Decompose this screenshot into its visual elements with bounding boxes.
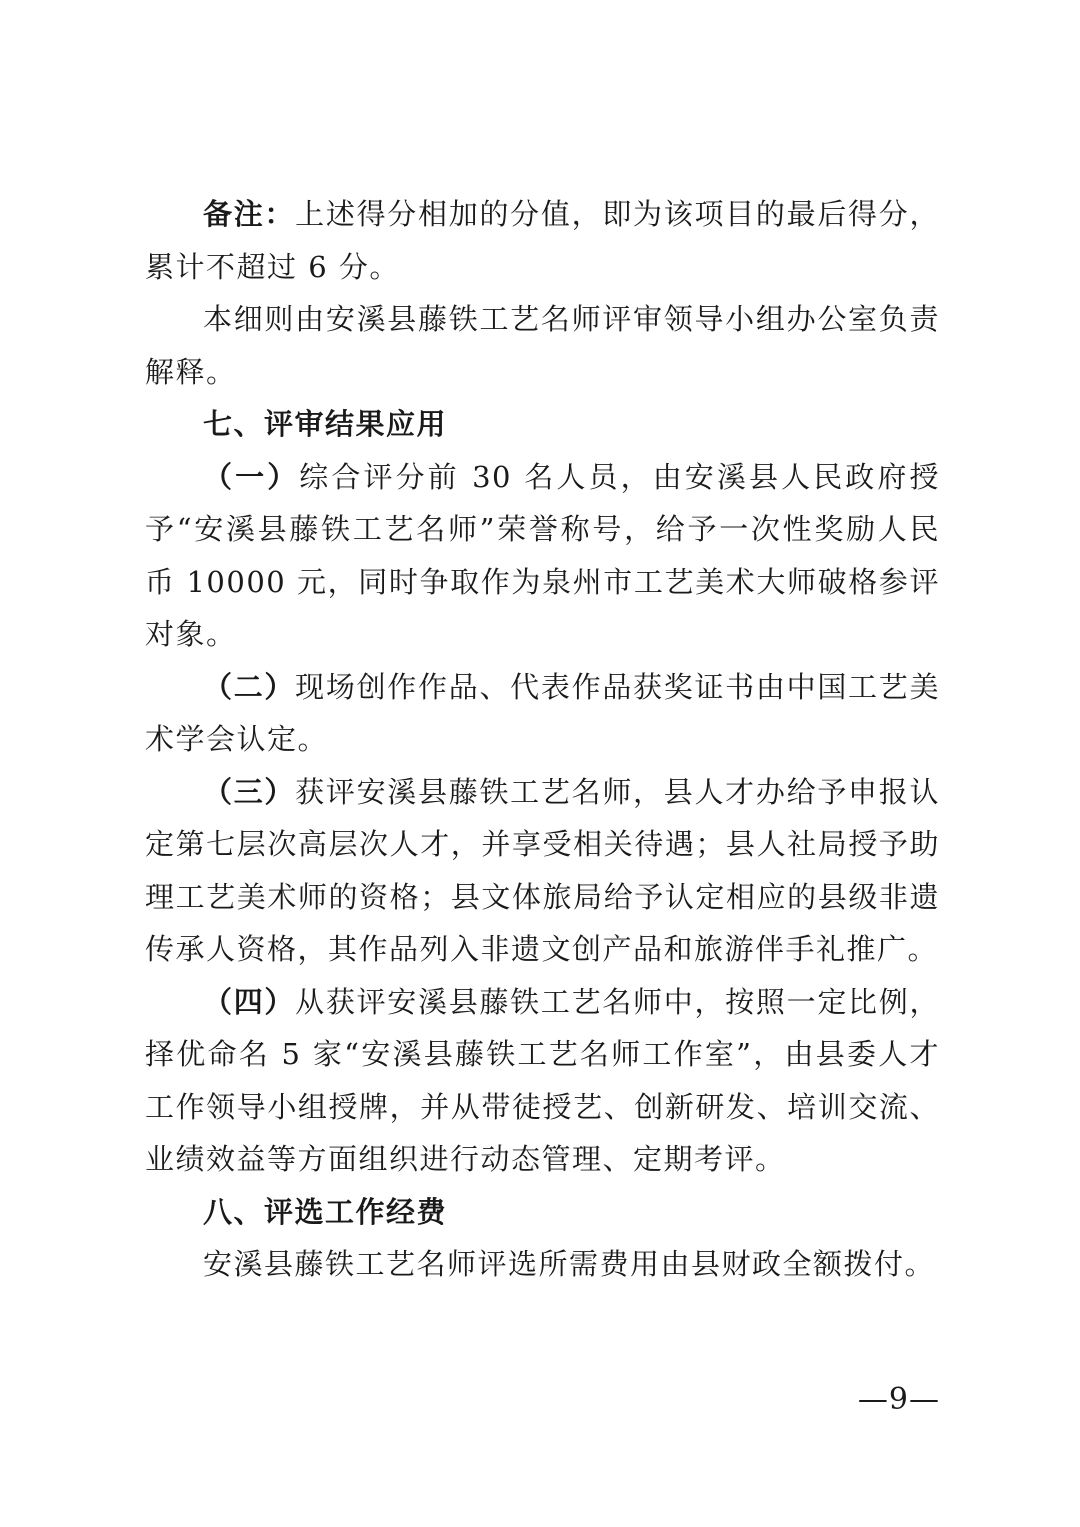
item-text: 现场创作作品、代表作品获奖证书由中国工艺美术学会认定。 bbox=[145, 669, 940, 756]
item-text: 综合评分前 30 名人员，由安溪县人民政府授予“安溪县藤铁工艺名师”荣誉称号，给予一次性奖励人民币 10000 元，同时争取作为泉州市工艺美术大师破格参评对象。 bbox=[145, 459, 940, 651]
item-label: （一） bbox=[203, 459, 300, 494]
note-paragraph bbox=[145, 188, 940, 293]
section-7-item-4 bbox=[145, 976, 940, 1186]
item-label: （四） bbox=[203, 984, 296, 1019]
page-number: —9— bbox=[857, 1382, 940, 1417]
section-8-heading: 八、评选工作经费 bbox=[203, 1194, 448, 1229]
section-8-paragraph: 安溪县藤铁工艺名师评选所需费用由县财政全额拨付。 bbox=[203, 1247, 936, 1281]
item-label: （二） bbox=[203, 669, 296, 704]
item-label: （三） bbox=[203, 774, 296, 809]
section-7-item-2 bbox=[145, 661, 940, 766]
section-7-item-1 bbox=[145, 451, 940, 661]
document-body bbox=[145, 188, 940, 1291]
note-label: 备注： bbox=[203, 197, 296, 231]
item-text: 获评安溪县藤铁工艺名师，县人才办给予申报认定第七层次高层次人才，并享受相关待遇；县人社局授予助理工艺美术师的资格；县文体旅局给予认定相应的县级非遗传承人资格，其作品列入非遗文创产品和旅游伴手礼推广。 bbox=[145, 774, 940, 966]
section-7-heading: 七、评审结果应用 bbox=[203, 407, 448, 441]
item-text: 从获评安溪县藤铁工艺名师中，按照一定比例，择优命名 5 家“安溪县藤铁工艺名师工作室”，由县委人才工作领导小组授牌，并从带徒授艺、创新研发、培训交流、业绩效益等方面组织进行动态管理、定期考评。 bbox=[145, 984, 940, 1176]
section-7-item-3 bbox=[145, 766, 940, 976]
note-text: 上述得分相加的分值，即为该项目的最后得分，累计不超过 6 分。 bbox=[145, 197, 940, 284]
interpretation-paragraph: 本细则由安溪县藤铁工艺名师评审领导小组办公室负责解释。 bbox=[145, 302, 940, 389]
